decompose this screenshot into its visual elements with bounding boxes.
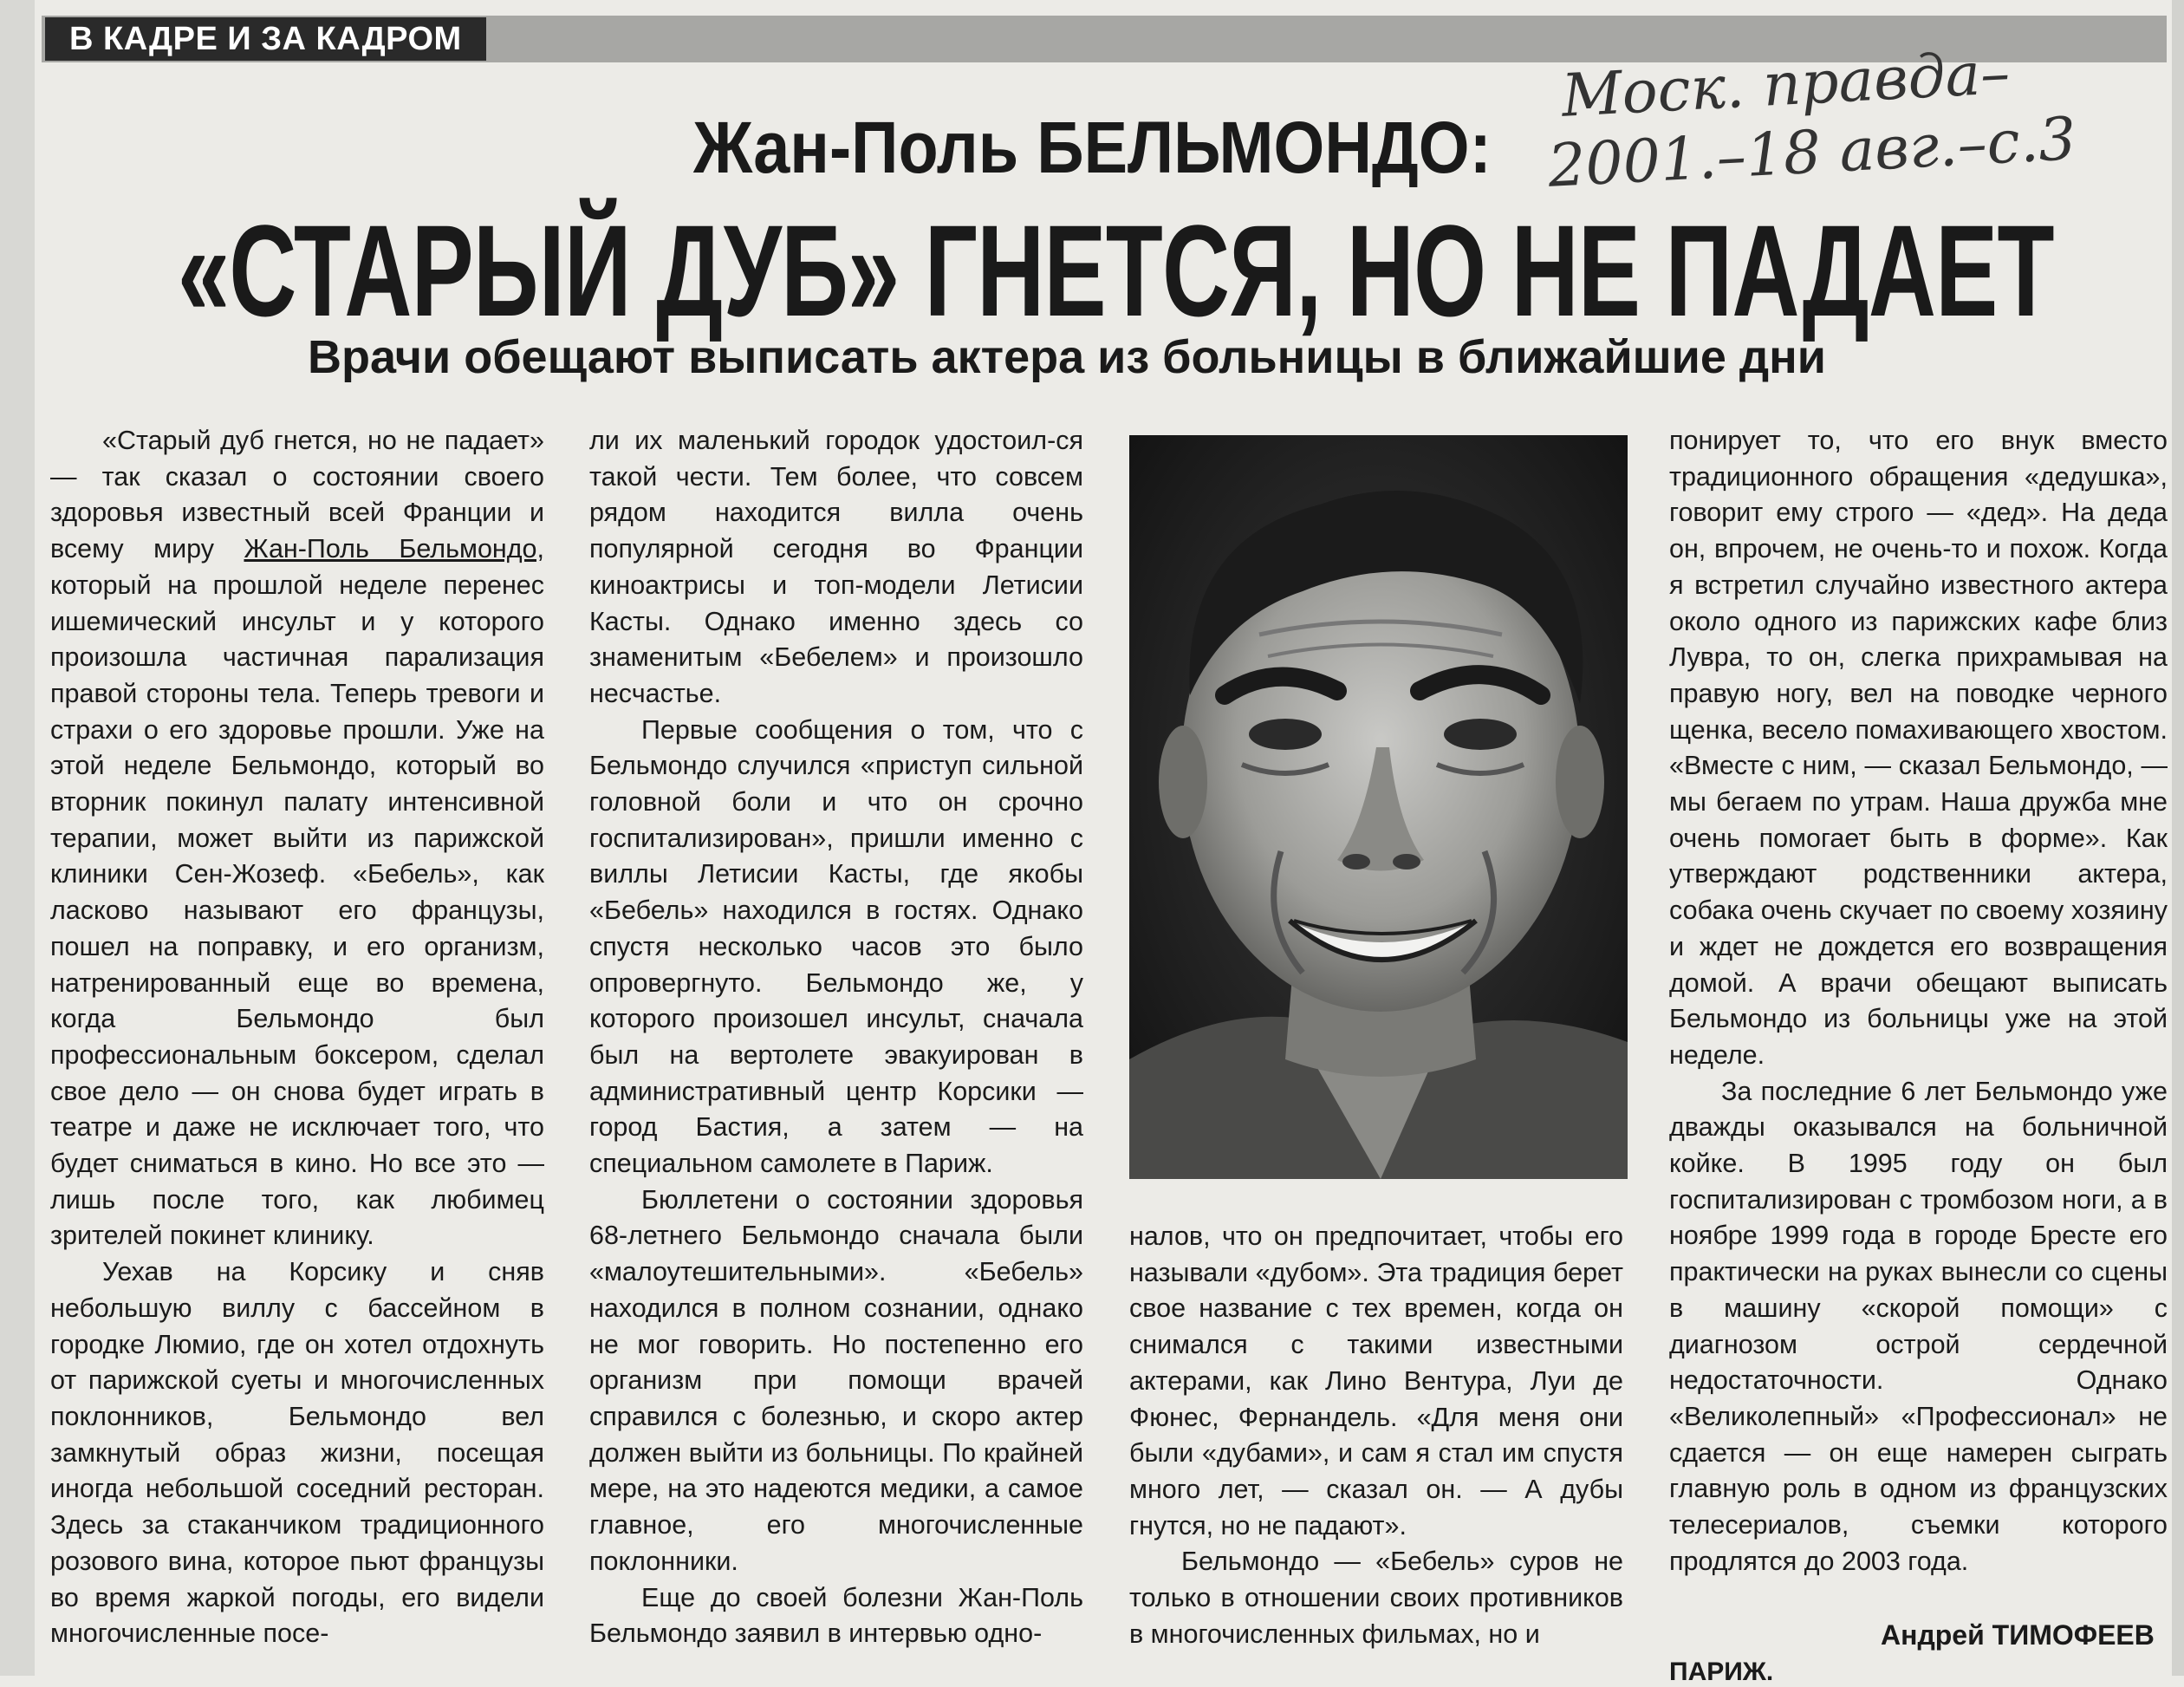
article-column-1	[50, 423, 544, 1652]
handwritten-note-line1: Моск. правда–	[1560, 38, 2012, 131]
paragraph	[50, 423, 544, 1254]
kicker: Жан-Поль БЕЛЬМОНДО:	[693, 107, 1492, 188]
headline: «СТАРЫЙ ДУБ» ГНЕТСЯ, НО НЕ ПАДАЕТ	[178, 198, 2054, 343]
article-column-2	[589, 423, 1083, 1652]
paragraph: Уехав на Корсику и сняв небольшую виллу с бассейном в городке Люмио, где он хотел отдохнуть от парижской суеты и многочисленных поклонников, Бельмондо вел замкнутый образ жизни, посещая иногда небольшой соседний ресторан. Здесь за стаканчиком традиционного розового вина, которое пьют французы во время жаркой погоды, его видели многочисленные посе-	[50, 1257, 544, 1649]
paragraph: За последние 6 лет Бельмондо уже дважды оказывался на больничной койке. В 1995 году он был госпитализирован с тромбозом ноги, а в ноябре 1999 года в городе Бресте его практически на руках вынесли со сцены в машину «скорой помощи» с диагнозом острой сердечной недостаточности. Однако «Великолепный» «Профессионал» не сдается — он еще намерен сыграть главную роль в одном из французских телесериалов, съемки которого продлятся до 2003 года.	[1669, 1076, 2168, 1576]
subheadline: Врачи обещают выписать актера из больницы в ближайшие дни	[308, 331, 1826, 383]
page-left-margin	[0, 0, 35, 1676]
page-right-margin	[2172, 0, 2184, 1676]
portrait-illustration	[1129, 435, 1628, 1179]
paragraph: Бельмондо — «Бебель» суров не только в отношении своих противников в многочисленных фильмах, но и	[1129, 1547, 1623, 1649]
paragraph: налов, что он предпочитает, чтобы его называли «дубом». Эта традиция берет свое название с тех времен, когда он снимался с такими известными актерами, как Лино Вентура, Луи де Фюнес, Фернандель. «Для меня они были «дубами», и сам я стал им спустя много лет, — сказал он. — А дубы гнутся, но не падают».	[1129, 1221, 1623, 1540]
handwritten-note-line2: 2001.–18 авг.–с.3	[1546, 105, 2078, 201]
paragraph: Бюллетени о состоянии здоровья 68-летнего Бельмондо сначала были «малоутешительными». «Бебель» находился в полном сознании, однако не мог говорить. Но постепенно его организм при помощи врачей справился с болезнью, и скоро актер должен выйти из больницы. По крайней мере, на это надеются медики, а самое главное, его многочисленные поклонники.	[589, 1184, 1083, 1576]
paragraph: ли их маленький городок удостоил-ся такой чести. Тем более, что совсем рядом находится вилла очень популярной сегодня во Франции киноактрисы и топ-модели Летисии Касты. Однако именно здесь со знаменитым «Бебелем» и произошло несчастье.	[589, 426, 1083, 708]
paragraph: понирует то, что его внук вместо традиционного обращения «дедушка», говорит ему строго — «дед». На деда он, впрочем, не очень-то и похож. Когда я встретил случайно известного актера около одного из парижских кафе близ Лувра, то он, слегка прихрамывая на правую ногу, вел на поводке черного щенка, весело помахивающего хвостом. «Вместе с ним, — сказал Бельмондо, — мы бегаем по утрам. Наша дружба мне очень помогает быть в форме». Как утверждают родственники актера, собака очень скучает по своему хозяину и ждет не дождется его возвращения домой. А врачи обещают выписать Бельмондо из больницы уже на этой неделе.	[1669, 426, 2168, 1070]
article-column-3	[1129, 1219, 1623, 1652]
article-column-4	[1669, 423, 2168, 1580]
portrait-photo	[1129, 435, 1628, 1179]
dateline: ПАРИЖ.	[1669, 1658, 1774, 1686]
text-run: «Старый дуб гнется, но не падает» — так сказал о состоянии своего здоровья известный всей Франции и всему миру	[50, 426, 544, 564]
rubric-label: В КАДРЕ И ЗА КАДРОМ	[45, 17, 486, 61]
byline: Андрей ТИМОФЕЕВ	[1881, 1619, 2155, 1651]
paragraph: Первые сообщения о том, что с Бельмондо случился «приступ сильной головной боли и что он срочно госпитализирован», пришли именно с виллы Летисии Касты, где якобы «Бебель» находился в гостях. Однако спустя несколько часов это было опровергнуто. Бельмондо же, у которого произошел инсульт, сначала был на вертолете эвакуирован в административный центр Корсики — город Бастия, а затем — на специальном самолете в Париж.	[589, 714, 1083, 1179]
paragraph: Еще до своей болезни Жан-Поль Бельмондо заявил в интервью одно-	[589, 1582, 1083, 1649]
underlined-name: Жан-Поль Бельмондо,	[244, 534, 544, 564]
text-run: который на прошлой неделе перенес ишемический инсульт и у которого произошла частичная парализация правой стороны тела. Теперь тревоги и страхи о его здоровье прошли. Уже на этой неделе Бельмондо, который во вторник покинул палату интенсивной терапии, может выйти из парижской клиники Сен-Жозеф. «Бебель», как ласково называют его французы, пошел на поправку, и его организм, натренированный еще во времена, когда Бельмондо был профессиональным боксером, сделал свое дело — он снова будет играть в театре и даже не исключает того, что будет сниматься в кино. Но все это — лишь после того, как любимец зрителей покинет клинику.	[50, 570, 544, 1251]
